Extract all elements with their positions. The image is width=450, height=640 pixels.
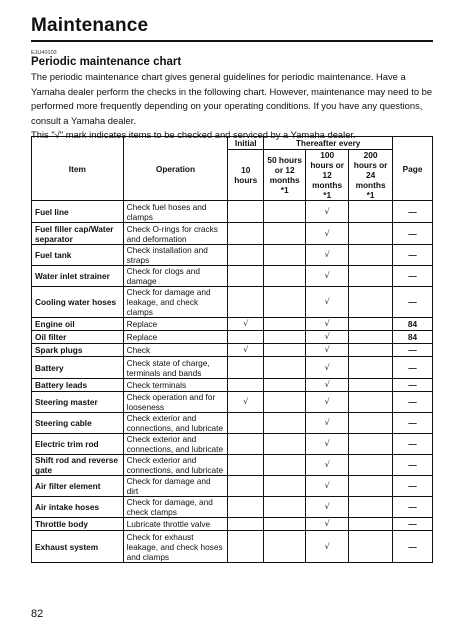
check-100h: √: [306, 223, 349, 245]
check-100h: √: [306, 413, 349, 434]
section-code: EJU40103: [31, 50, 57, 56]
check-100h: √: [306, 331, 349, 344]
check-200h: [349, 497, 393, 518]
page-ref: 84: [393, 331, 433, 344]
page-ref: —: [393, 434, 433, 455]
check-50h: [264, 434, 306, 455]
page-ref: —: [393, 413, 433, 434]
operation-cell: Check exterior and connections, and lubricate: [123, 413, 228, 434]
check-200h: [349, 357, 393, 379]
page-ref: —: [393, 245, 433, 266]
item-cell: Air intake hoses: [32, 497, 124, 518]
header-initial: Initial: [228, 137, 264, 150]
check-10h: √: [228, 392, 264, 413]
operation-cell: Check exterior and connections, and lubricate: [123, 455, 228, 476]
page-ref: —: [393, 455, 433, 476]
item-cell: Steering cable: [32, 413, 124, 434]
check-200h: [349, 531, 393, 563]
item-cell: Cooling water hoses: [32, 287, 124, 318]
item-cell: Throttle body: [32, 518, 124, 531]
check-10h: [228, 518, 264, 531]
table-row: [32, 497, 433, 518]
check-50h: [264, 245, 306, 266]
check-200h: [349, 434, 393, 455]
item-cell: Exhaust system: [32, 531, 124, 563]
check-10h: [228, 531, 264, 563]
check-10h: [228, 245, 264, 266]
check-200h: [349, 318, 393, 331]
intro-text: [31, 70, 433, 143]
operation-cell: Check fuel hoses and clamps: [123, 201, 228, 223]
table-row: [32, 318, 433, 331]
check-200h: [349, 287, 393, 318]
check-50h: [264, 476, 306, 497]
item-cell: Oil filter: [32, 331, 124, 344]
maintenance-chart: [31, 136, 433, 563]
check-100h: √: [306, 245, 349, 266]
page-ref: —: [393, 357, 433, 379]
check-10h: [228, 497, 264, 518]
check-50h: [264, 379, 306, 392]
check-10h: [228, 331, 264, 344]
page-ref: —: [393, 518, 433, 531]
check-100h: √: [306, 201, 349, 223]
item-cell: Fuel tank: [32, 245, 124, 266]
check-10h: [228, 201, 264, 223]
item-cell: Engine oil: [32, 318, 124, 331]
check-50h: [264, 531, 306, 563]
check-100h: √: [306, 518, 349, 531]
table-row: [32, 434, 433, 455]
page-ref: —: [393, 266, 433, 287]
check-100h: √: [306, 455, 349, 476]
item-cell: Air filter element: [32, 476, 124, 497]
table-row: [32, 201, 433, 223]
check-50h: [264, 392, 306, 413]
check-10h: [228, 287, 264, 318]
table-row: [32, 476, 433, 497]
item-cell: Fuel line: [32, 201, 124, 223]
operation-cell: Replace: [123, 331, 228, 344]
check-200h: [349, 392, 393, 413]
check-200h: [349, 518, 393, 531]
check-200h: [349, 476, 393, 497]
page-ref: —: [393, 379, 433, 392]
check-10h: [228, 455, 264, 476]
check-100h: √: [306, 476, 349, 497]
check-10h: [228, 266, 264, 287]
table-row: [32, 379, 433, 392]
header-200-hours: 200 hours or 24 months *1: [349, 150, 393, 201]
check-50h: [264, 201, 306, 223]
operation-cell: Check operation and for looseness: [123, 392, 228, 413]
header-50-hours: 50 hours or 12 months *1: [264, 150, 306, 201]
intro-paragraph-1: The periodic maintenance chart gives general guidelines for periodic maintenance. Have a Yamaha dealer perform the checks in the following chart. However, maintenance may need to be performed more frequently depending on your operating conditions. If you have any questions, consult a Yamaha dealer.: [31, 71, 433, 126]
page-ref: —: [393, 344, 433, 357]
item-cell: Steering master: [32, 392, 124, 413]
header-page: Page: [393, 137, 433, 201]
check-50h: [264, 266, 306, 287]
operation-cell: Check exterior and connections, and lubricate: [123, 434, 228, 455]
table-row: [32, 223, 433, 245]
item-cell: Electric trim rod: [32, 434, 124, 455]
page-ref: —: [393, 201, 433, 223]
intro-paragraph-2: This "√" mark indicates items to be checked and serviced by a Yamaha dealer.: [31, 129, 356, 141]
check-200h: [349, 223, 393, 245]
operation-cell: Check: [123, 344, 228, 357]
check-10h: √: [228, 344, 264, 357]
operation-cell: Check O-rings for cracks and deformation: [123, 223, 228, 245]
check-10h: [228, 357, 264, 379]
table-row: [32, 413, 433, 434]
operation-cell: Check for clogs and damage: [123, 266, 228, 287]
page-ref: —: [393, 392, 433, 413]
table-row: [32, 331, 433, 344]
table-row: [32, 455, 433, 476]
check-50h: [264, 357, 306, 379]
check-50h: [264, 518, 306, 531]
operation-cell: Check terminals: [123, 379, 228, 392]
page-ref: —: [393, 497, 433, 518]
check-50h: [264, 318, 306, 331]
section-title: Periodic maintenance chart: [31, 56, 182, 68]
operation-cell: Check for damage and dirt: [123, 476, 228, 497]
operation-cell: Check for exhaust leakage, and check hoses and clamps: [123, 531, 228, 563]
check-10h: [228, 434, 264, 455]
table-row: [32, 245, 433, 266]
check-100h: √: [306, 318, 349, 331]
table-row: [32, 266, 433, 287]
check-200h: [349, 413, 393, 434]
operation-cell: Check installation and straps: [123, 245, 228, 266]
check-10h: [228, 379, 264, 392]
item-cell: Battery leads: [32, 379, 124, 392]
check-50h: [264, 497, 306, 518]
item-cell: Water inlet strainer: [32, 266, 124, 287]
operation-cell: Replace: [123, 318, 228, 331]
table-row: [32, 287, 433, 318]
check-10h: [228, 476, 264, 497]
page-number: 82: [31, 608, 44, 620]
check-10h: [228, 223, 264, 245]
check-200h: [349, 266, 393, 287]
item-cell: Shift rod and reverse gate: [32, 455, 124, 476]
check-100h: √: [306, 266, 349, 287]
check-100h: √: [306, 357, 349, 379]
header-operation: Operation: [123, 137, 228, 201]
check-200h: [349, 455, 393, 476]
page-ref: —: [393, 531, 433, 563]
check-100h: √: [306, 344, 349, 357]
check-100h: √: [306, 379, 349, 392]
check-50h: [264, 344, 306, 357]
item-cell: Battery: [32, 357, 124, 379]
check-50h: [264, 455, 306, 476]
check-10h: √: [228, 318, 264, 331]
check-100h: √: [306, 287, 349, 318]
page-ref: —: [393, 223, 433, 245]
operation-cell: Lubricate throttle valve: [123, 518, 228, 531]
check-100h: √: [306, 497, 349, 518]
check-10h: [228, 413, 264, 434]
check-50h: [264, 331, 306, 344]
check-200h: [349, 201, 393, 223]
check-200h: [349, 245, 393, 266]
table-row: [32, 531, 433, 563]
table-row: [32, 518, 433, 531]
check-50h: [264, 223, 306, 245]
header-100-hours: 100 hours or 12 months *1: [306, 150, 349, 201]
page-title: Maintenance: [31, 15, 149, 36]
item-cell: Fuel filler cap/Water separator: [32, 223, 124, 245]
table-row: [32, 392, 433, 413]
operation-cell: Check for damage and leakage, and check clamps: [123, 287, 228, 318]
header-thereafter: Thereafter every: [264, 137, 393, 150]
check-100h: √: [306, 531, 349, 563]
header-item: Item: [32, 137, 124, 201]
check-200h: [349, 344, 393, 357]
check-200h: [349, 331, 393, 344]
check-100h: √: [306, 392, 349, 413]
table-row: [32, 357, 433, 379]
page-ref: 84: [393, 318, 433, 331]
check-100h: √: [306, 434, 349, 455]
operation-cell: Check for damage, and check clamps: [123, 497, 228, 518]
operation-cell: Check state of charge, terminals and bands: [123, 357, 228, 379]
check-200h: [349, 379, 393, 392]
page-ref: —: [393, 476, 433, 497]
item-cell: Spark plugs: [32, 344, 124, 357]
table-row: [32, 344, 433, 357]
title-rule: [31, 40, 433, 42]
page-ref: —: [393, 287, 433, 318]
header-10-hours: 10 hours: [228, 150, 264, 201]
check-50h: [264, 413, 306, 434]
check-50h: [264, 287, 306, 318]
